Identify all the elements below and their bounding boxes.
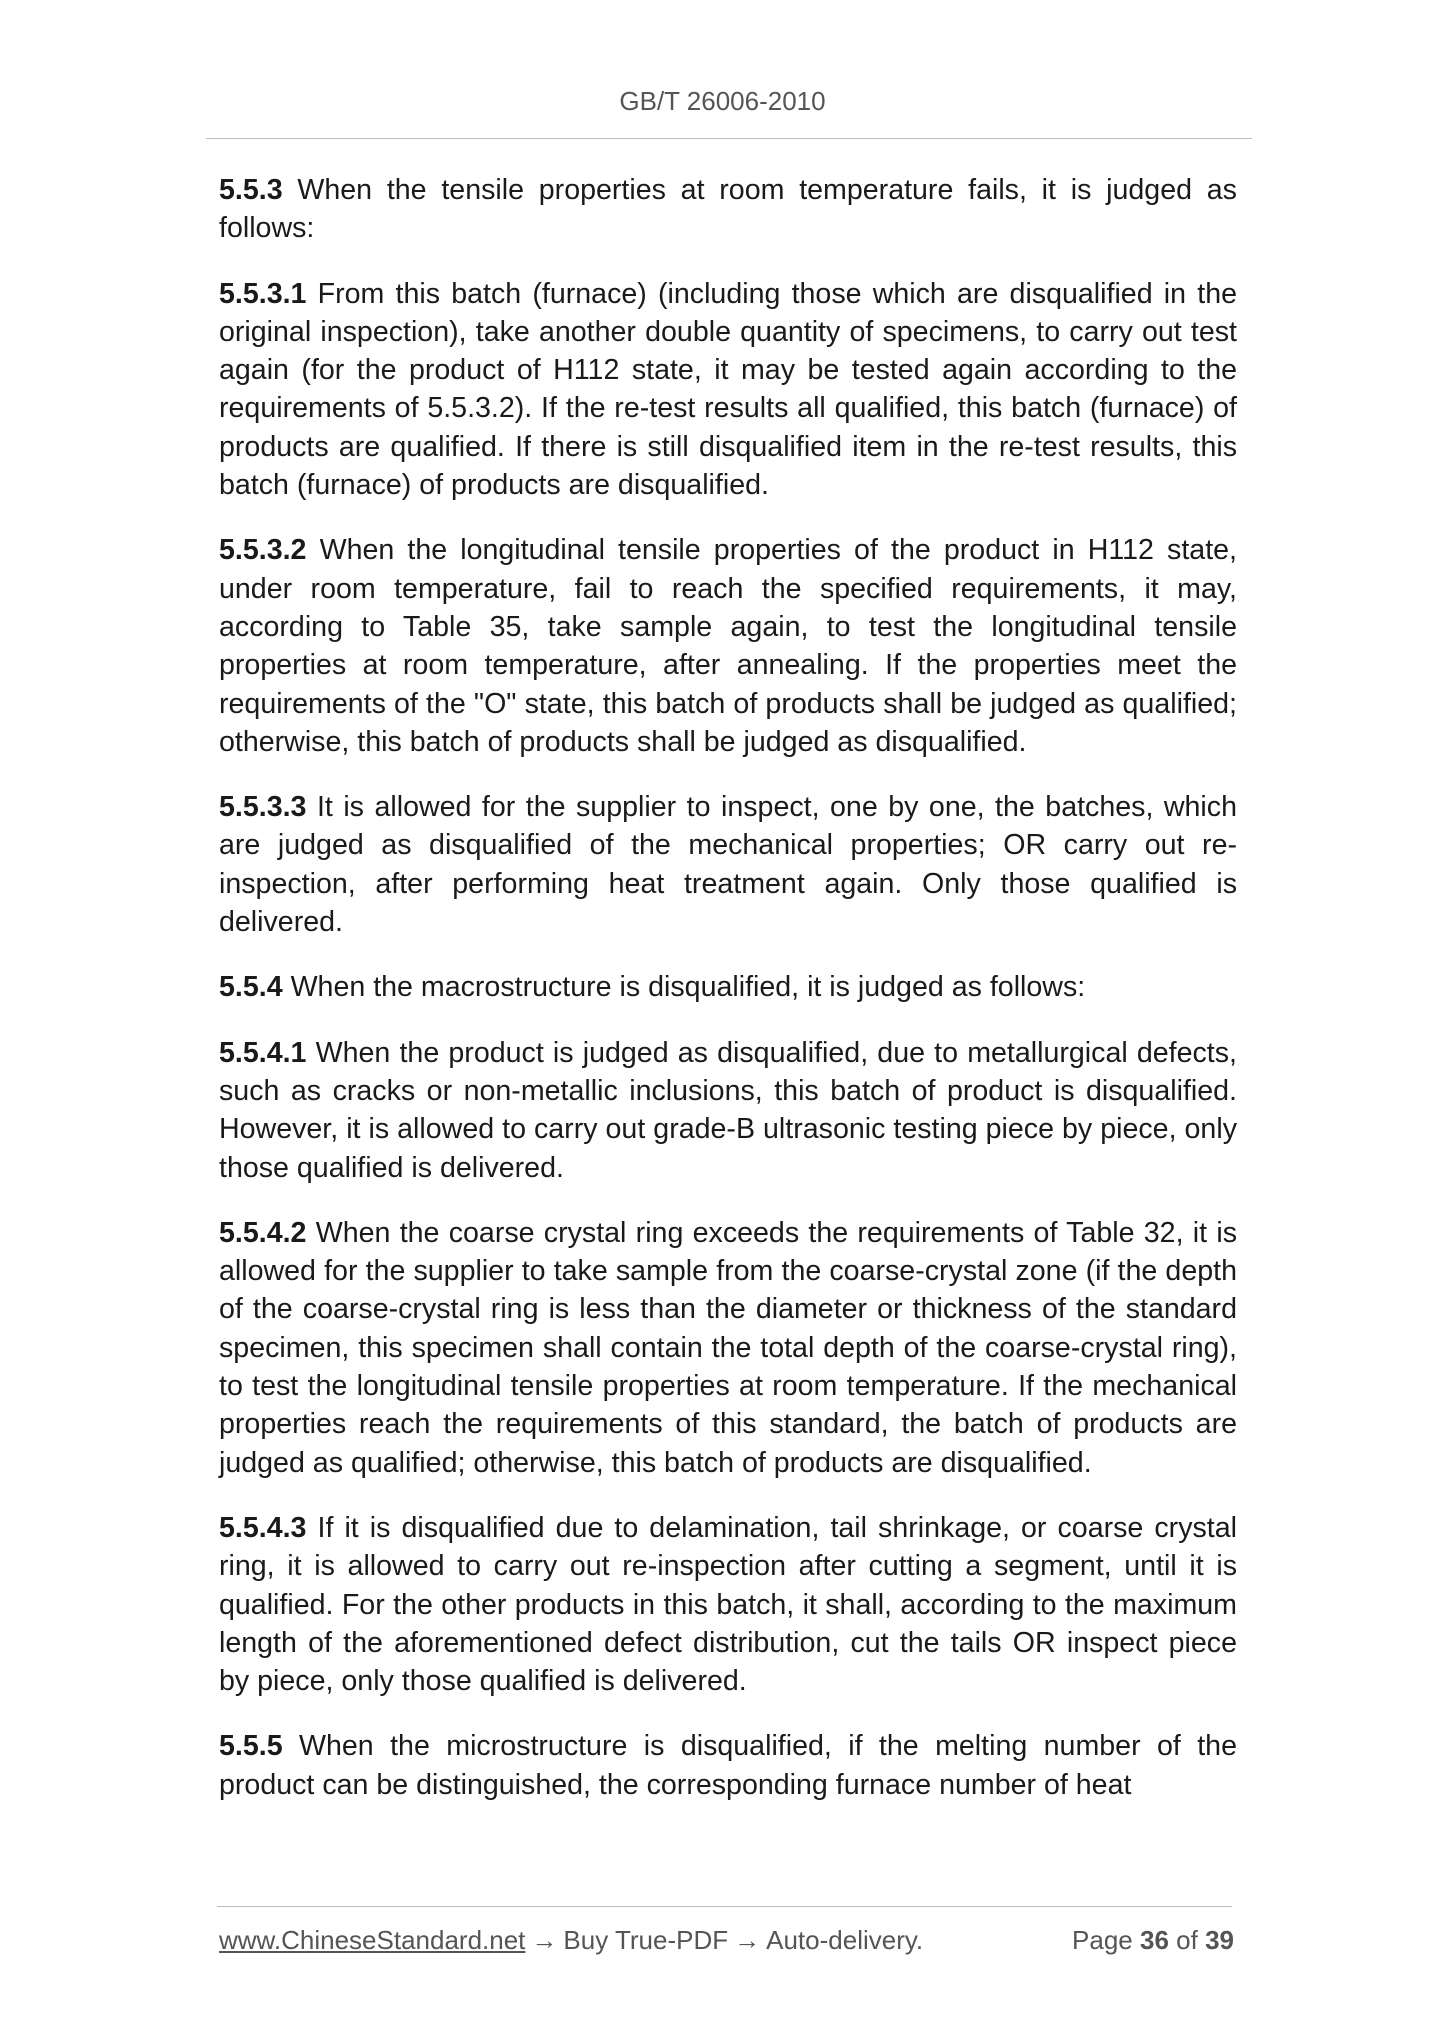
- clause-number: 5.5.3.1: [219, 277, 307, 310]
- clause-text: When the product is judged as disqualified, due to metallurgical defects, such as cracks or non-metallic inclusions, this batch of product is disqualified. However, it is allowed to carry out grade-B ultrasonic testing piece by piece, only those qualified is delivered.: [219, 1036, 1237, 1184]
- of-label: of: [1176, 1925, 1198, 1955]
- clause-text: When the macrostructure is disqualified, it is judged as follows:: [290, 971, 1086, 1004]
- clause-number: 5.5.3: [219, 174, 283, 206]
- paragraph-5-5-5: [219, 1727, 1237, 1804]
- clause-text: When the microstructure is disqualified, if the melting number of the product can be distinguished, the corresponding furnace number of heat: [219, 1730, 1237, 1801]
- total-page-number: 39: [1205, 1925, 1234, 1955]
- clause-text: It is allowed for the supplier to inspect, one by one, the batches, which are judged as disqualified of the mechanical properties; OR carry out re-inspection, after performing heat treatment again. Only those qualified is delivered.: [219, 791, 1237, 939]
- paragraph-5-5-3-1: [219, 275, 1237, 505]
- paragraph-5-5-4-3: [219, 1509, 1237, 1700]
- paragraph-5-5-3-3: [219, 788, 1237, 941]
- paragraph-5-5-3: [219, 171, 1237, 248]
- arrow-right-icon: →: [734, 1925, 761, 1955]
- clause-number: 5.5.3.3: [219, 791, 307, 824]
- clause-text: When the coarse crystal ring exceeds the requirements of Table 32, it is allowed for the supplier to take sample from the coarse-crystal zone (if the depth of the coarse-crystal ring is less than the diameter or thickness of the standard specimen, this specimen shall contain the total depth of the coarse-crystal ring), to test the longitudinal tensile properties at room temperature. If the mechanical properties reach the requirements of this standard, the batch of products are judged as qualified; otherwise, this batch of products are disqualified.: [219, 1216, 1237, 1479]
- paragraph-5-5-3-2: [219, 531, 1237, 761]
- page-label: Page: [1072, 1925, 1133, 1955]
- clause-text: When the tensile properties at room temperature fails, it is judged as follows:: [219, 174, 1237, 245]
- clause-text: If it is disqualified due to delamination, tail shrinkage, or coarse crystal ring, it is allowed to carry out re-inspection after cutting a segment, until it is qualified. For the other products in this batch, it shall, according to the maximum length of the aforementioned defect distribution, cut the tails OR inspect piece by piece, only those qualified is delivered.: [219, 1511, 1237, 1698]
- clause-number: 5.5.4: [219, 971, 283, 1004]
- buy-pdf-text: Buy True-PDF: [563, 1925, 729, 1955]
- document-body: [219, 171, 1237, 1831]
- paragraph-5-5-4: [219, 968, 1237, 1006]
- current-page-number: 36: [1140, 1925, 1169, 1955]
- website-link[interactable]: www.ChineseStandard.net: [219, 1925, 526, 1955]
- clause-number: 5.5.4.2: [219, 1216, 307, 1249]
- header-divider: [206, 138, 1252, 139]
- clause-number: 5.5.3.2: [219, 534, 307, 567]
- paragraph-5-5-4-2: [219, 1214, 1237, 1482]
- document-header: GB/T 26006-2010: [619, 86, 826, 116]
- footer-promo: [219, 1925, 923, 1956]
- footer-divider: [217, 1906, 1232, 1907]
- clause-number: 5.5.4.1: [219, 1036, 307, 1069]
- clause-number: 5.5.5: [219, 1730, 283, 1763]
- clause-text: From this batch (furnace) (including those which are disqualified in the original inspection), take another double quantity of specimens, to carry out test again (for the product of H112 state, it may be tested again according to the requirements of 5.5.3.2). If the re-test results all qualified, this batch (furnace) of products are qualified. If there is still disqualified item in the re-test results, this batch (furnace) of products are disqualified.: [219, 277, 1237, 502]
- paragraph-5-5-4-1: [219, 1034, 1237, 1187]
- arrow-right-icon: →: [531, 1925, 558, 1955]
- clause-number: 5.5.4.3: [219, 1511, 307, 1544]
- auto-delivery-text: Auto-delivery.: [766, 1925, 924, 1955]
- page-indicator: [1072, 1925, 1234, 1956]
- clause-text: When the longitudinal tensile properties of the product in H112 state, under room temperature, fail to reach the specified requirements, it may, according to Table 35, take sample again, to test the longitudinal tensile properties at room temperature, after annealing. If the properties meet the requirements of the "O" state, this batch of products shall be judged as qualified; otherwise, this batch of products shall be judged as disqualified.: [219, 534, 1237, 758]
